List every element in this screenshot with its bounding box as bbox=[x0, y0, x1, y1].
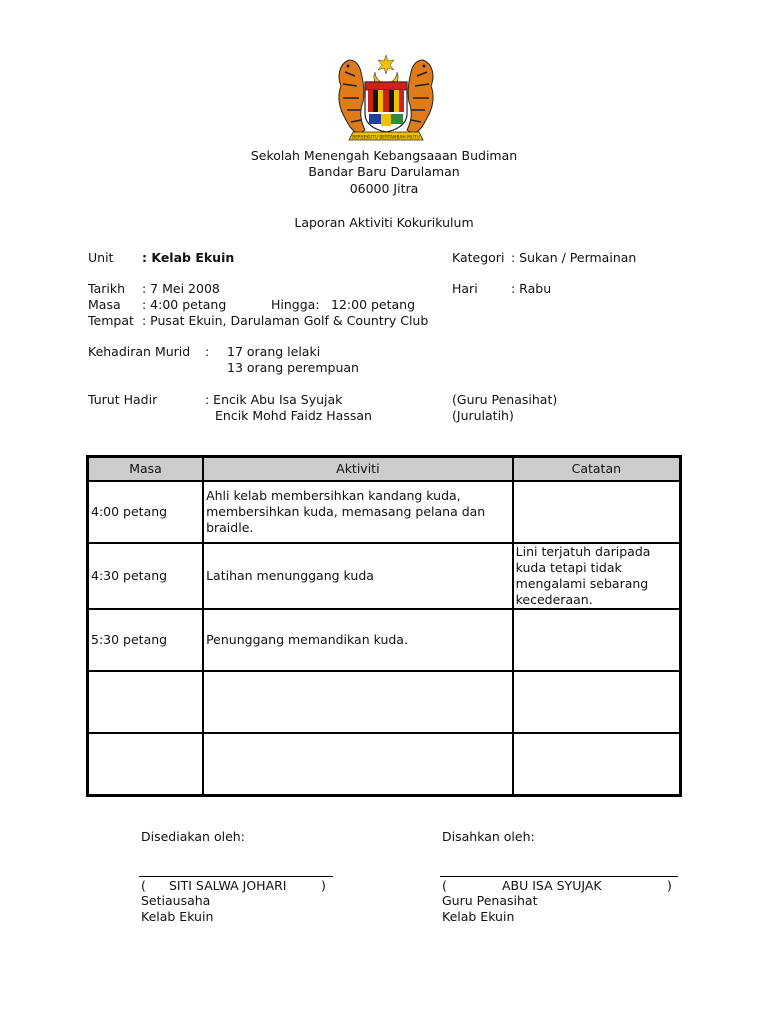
tempat-label: Tempat bbox=[88, 313, 134, 328]
signature-line-left bbox=[139, 876, 333, 877]
table-row bbox=[88, 481, 681, 543]
prepared-by-heading: Disediakan oleh: bbox=[141, 829, 245, 844]
cell-aktiviti: Latihan menunggang kuda bbox=[203, 543, 513, 609]
turut-hadir-role-1: (Guru Penasihat) bbox=[452, 392, 558, 407]
table-row bbox=[88, 671, 681, 733]
left-close-paren: ) bbox=[321, 878, 326, 893]
report-title: Laporan Aktiviti Kokurikulum bbox=[294, 215, 474, 230]
kehadiran-female: 13 orang perempuan bbox=[227, 360, 359, 375]
tempat-value: : Pusat Ekuin, Darulaman Golf & Country Club bbox=[142, 313, 429, 328]
approved-by-heading: Disahkan oleh: bbox=[442, 829, 535, 844]
turut-hadir-role-2: (Jurulatih) bbox=[452, 408, 514, 423]
turut-hadir-label: Turut Hadir bbox=[88, 392, 158, 407]
left-signatory-name: SITI SALWA JOHARI bbox=[169, 878, 287, 893]
school-name: Sekolah Menengah Kebangsaaan Budiman bbox=[250, 148, 518, 163]
right-signatory-position: Guru Penasihat bbox=[442, 893, 538, 908]
unit-value: : Kelab Ekuin bbox=[142, 250, 235, 265]
left-signatory-position: Setiausaha bbox=[141, 893, 211, 908]
table-row bbox=[88, 609, 681, 671]
table-row bbox=[88, 733, 681, 796]
cell-masa: 4:30 petang bbox=[88, 543, 204, 609]
cell-masa: 5:30 petang bbox=[88, 609, 204, 671]
school-address: Bandar Baru Darulaman bbox=[308, 164, 460, 179]
tarikh-value: : 7 Mei 2008 bbox=[142, 281, 220, 296]
header-catatan: Catatan bbox=[513, 457, 681, 482]
right-signatory-name: ABU ISA SYUJAK bbox=[502, 878, 602, 893]
hingga-value: 12:00 petang bbox=[331, 297, 416, 312]
left-open-paren: ( bbox=[141, 878, 146, 893]
cell-aktiviti bbox=[203, 671, 513, 733]
header-masa: Masa bbox=[88, 457, 204, 482]
cell-masa bbox=[88, 671, 204, 733]
left-tiger-icon bbox=[339, 60, 365, 134]
cell-masa: 4:00 petang bbox=[88, 481, 204, 543]
school-postcode: 06000 Jitra bbox=[349, 181, 419, 196]
header-aktiviti: Aktiviti bbox=[203, 457, 513, 482]
hari-label: Hari bbox=[452, 281, 478, 296]
hingga-label: Hingga: bbox=[271, 297, 320, 312]
cell-catatan: Lini terjatuh daripada kuda tetapi tidak mengalami sebarang kecederaan. bbox=[513, 543, 681, 609]
crest-motto: BERSEKUTU BERTAMBAH MUTU bbox=[352, 135, 420, 141]
kehadiran-male: 17 orang lelaki bbox=[227, 344, 321, 359]
unit-label: Unit bbox=[88, 250, 114, 265]
cell-catatan bbox=[513, 733, 681, 796]
coat-of-arms-logo bbox=[331, 52, 441, 144]
right-tiger-icon bbox=[407, 60, 433, 134]
right-open-paren: ( bbox=[442, 878, 447, 893]
kategori-label: Kategori bbox=[452, 250, 505, 265]
kategori-value: : Sukan / Permainan bbox=[511, 250, 637, 265]
signature-line-right bbox=[440, 876, 678, 877]
tarikh-label: Tarikh bbox=[88, 281, 125, 296]
hari-value: : Rabu bbox=[511, 281, 552, 296]
left-signatory-org: Kelab Ekuin bbox=[141, 909, 214, 924]
cell-aktiviti: Ahli kelab membersihkan kandang kuda, membersihkan kuda, memasang pelana dan braidle. bbox=[203, 481, 513, 543]
right-close-paren: ) bbox=[667, 878, 672, 893]
turut-hadir-person-1: : Encik Abu Isa Syujak bbox=[205, 392, 343, 407]
cell-aktiviti bbox=[203, 733, 513, 796]
table-header-row bbox=[88, 457, 681, 482]
kehadiran-colon: : bbox=[205, 344, 210, 359]
cell-aktiviti: Penunggang memandikan kuda. bbox=[203, 609, 513, 671]
cell-masa bbox=[88, 733, 204, 796]
kehadiran-label: Kehadiran Murid bbox=[88, 344, 191, 359]
cell-catatan bbox=[513, 609, 681, 671]
star-icon bbox=[378, 55, 394, 74]
right-signatory-org: Kelab Ekuin bbox=[442, 909, 515, 924]
masa-value: : 4:00 petang bbox=[142, 297, 227, 312]
activity-table bbox=[86, 455, 682, 797]
table-row bbox=[88, 543, 681, 609]
turut-hadir-person-2: Encik Mohd Faidz Hassan bbox=[215, 408, 372, 423]
cell-catatan bbox=[513, 481, 681, 543]
shield-icon bbox=[365, 82, 407, 132]
masa-label: Masa bbox=[88, 297, 121, 312]
cell-catatan bbox=[513, 671, 681, 733]
